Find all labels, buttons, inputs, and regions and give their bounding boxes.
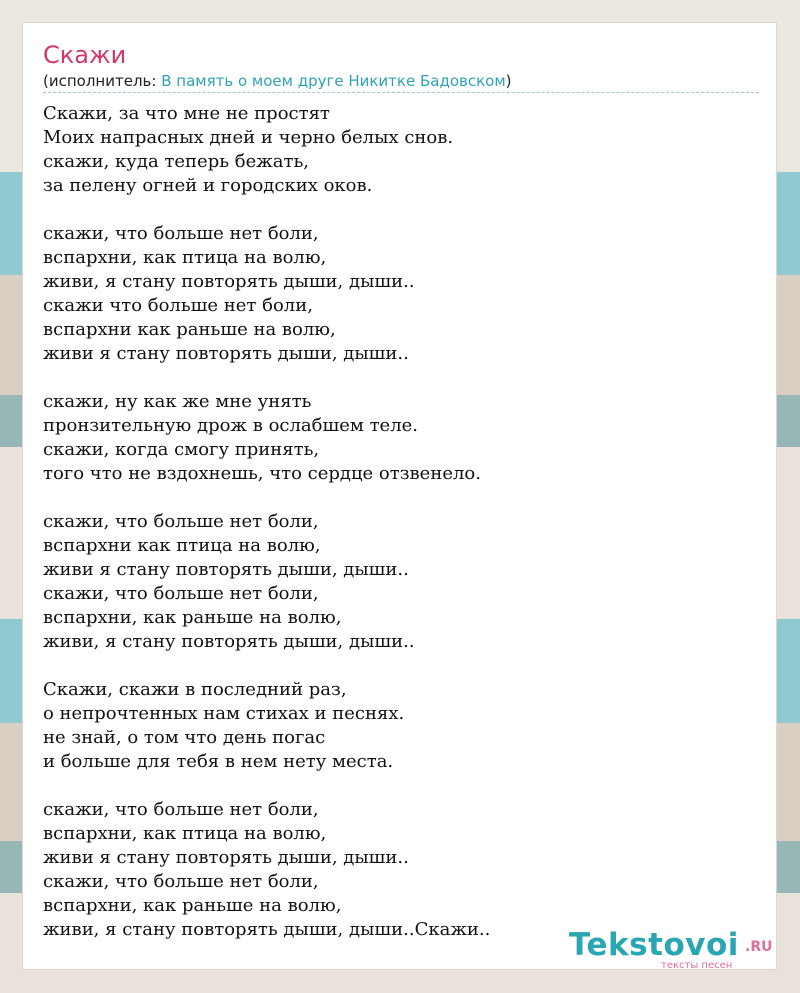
lyrics-text bbox=[43, 102, 743, 942]
lyrics-stanza bbox=[43, 390, 743, 486]
lyrics-stanza bbox=[43, 798, 743, 942]
lyrics-line: скажи что больше нет боли, bbox=[43, 295, 313, 316]
lyrics-card bbox=[22, 22, 777, 970]
lyrics-line: живи я стану повторять дыши, дыши.. bbox=[43, 343, 409, 364]
lyrics-line: скажи, что больше нет боли, bbox=[43, 799, 319, 820]
lyrics-stanza bbox=[43, 678, 743, 774]
lyrics-line: о непрочтенных нам стихах и песнях. bbox=[43, 703, 405, 724]
lyrics-line: скажи, ну как же мне унять bbox=[43, 391, 312, 412]
lyrics-line: вспархни, как птица на волю, bbox=[43, 823, 327, 844]
logo-wordmark: Tekstovoi bbox=[569, 927, 739, 963]
lyrics-line: того что не вздохнешь, что сердце отзвенело. bbox=[43, 463, 481, 484]
lyrics-stanza bbox=[43, 222, 743, 366]
logo-tld: .RU bbox=[745, 939, 773, 955]
lyrics-line: пронзительную дрож в ослабшем теле. bbox=[43, 415, 419, 436]
artist-suffix: ) bbox=[505, 72, 512, 90]
lyrics-line: вспархни, как птица на волю, bbox=[43, 247, 327, 268]
artist-prefix: (исполнитель: bbox=[43, 72, 162, 90]
lyrics-line: живи, я стану повторять дыши, дыши.. bbox=[43, 631, 415, 652]
lyrics-line: живи я стану повторять дыши, дыши.. bbox=[43, 847, 409, 868]
lyrics-line: скажи, что больше нет боли, bbox=[43, 223, 319, 244]
song-title: Скажи bbox=[43, 41, 127, 69]
artist-line bbox=[43, 71, 759, 93]
lyrics-line: Скажи, скажи в последний раз, bbox=[43, 679, 347, 700]
lyrics-line: вспархни как птица на волю, bbox=[43, 535, 321, 556]
site-logo[interactable] bbox=[569, 927, 779, 971]
lyrics-line: за пелену огней и городских оков. bbox=[43, 175, 373, 196]
lyrics-line: не знай, о том что день погас bbox=[43, 727, 326, 748]
lyrics-line: живи, я стану повторять дыши, дыши..Скажи.. bbox=[43, 919, 491, 940]
logo-tagline: тексты песен bbox=[661, 960, 733, 971]
lyrics-line: скажи, что больше нет боли, bbox=[43, 583, 319, 604]
lyrics-line: скажи, что больше нет боли, bbox=[43, 871, 319, 892]
lyrics-stanza bbox=[43, 510, 743, 654]
lyrics-line: живи, я стану повторять дыши, дыши.. bbox=[43, 271, 415, 292]
lyrics-line: Скажи, за что мне не простят bbox=[43, 103, 330, 124]
lyrics-line: скажи, когда смогу принять, bbox=[43, 439, 320, 460]
lyrics-line: вспархни, как раньше на волю, bbox=[43, 895, 342, 916]
lyrics-line: скажи, что больше нет боли, bbox=[43, 511, 319, 532]
lyrics-line: вспархни, как раньше на волю, bbox=[43, 607, 342, 628]
lyrics-line: вспархни как раньше на волю, bbox=[43, 319, 336, 340]
lyrics-stanza bbox=[43, 102, 743, 198]
lyrics-line: Моих напрасных дней и черно белых снов. bbox=[43, 127, 454, 148]
artist-link[interactable]: В память о моем друге Никитке Бадовском bbox=[161, 72, 506, 90]
lyrics-line: и больше для тебя в нем нету места. bbox=[43, 751, 394, 772]
lyrics-line: живи я стану повторять дыши, дыши.. bbox=[43, 559, 409, 580]
lyrics-line: скажи, куда теперь бежать, bbox=[43, 151, 310, 172]
